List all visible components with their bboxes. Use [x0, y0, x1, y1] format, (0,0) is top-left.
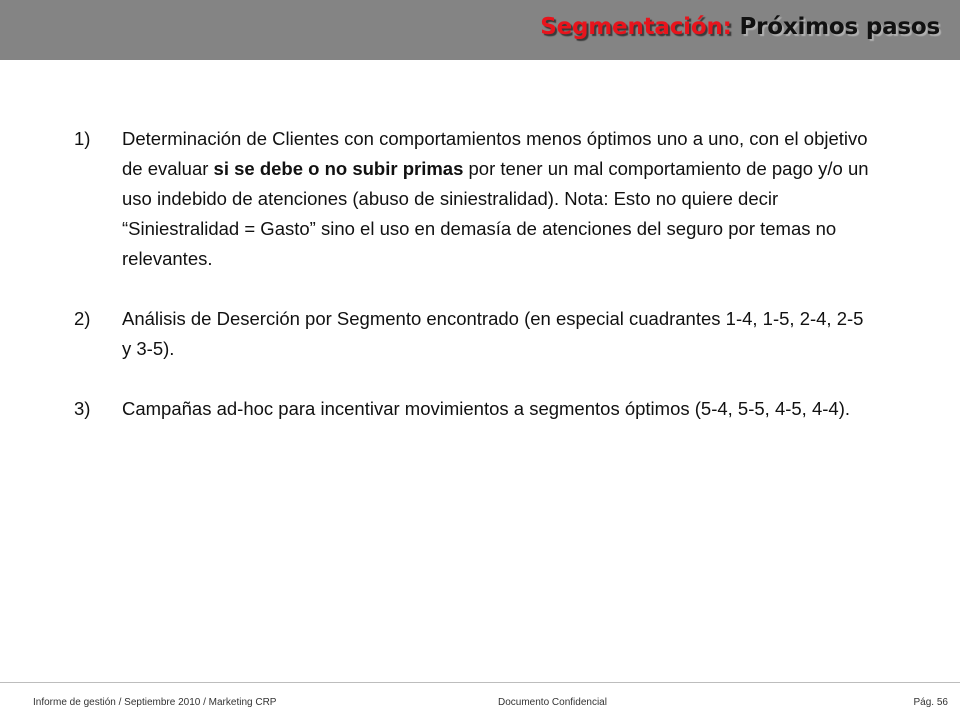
page-title-black: Próximos pasos: [739, 14, 940, 40]
steps-list: [74, 124, 874, 454]
list-item-number: 1): [74, 128, 91, 149]
list-item-text-part: Determinación de Clientes con comportamientos menos óptimos uno a uno, con el objetivo de evaluar: [122, 128, 868, 179]
list-item-number: 2): [74, 308, 91, 329]
list-item: [74, 304, 874, 364]
page-title: [540, 14, 940, 40]
footer-divider: [0, 682, 960, 683]
header-bar: [0, 0, 960, 60]
list-item-text-part: por tener un mal comportamiento de pago y/o un uso indebido de atenciones (abuso de siniestralidad). Nota: Esto no quiere decir “Siniestralidad = Gasto” sino el uso en demasía de atenciones del seguro por temas no relevantes.: [122, 158, 869, 269]
list-item-text-bold: si se debe o no subir primas: [213, 158, 464, 179]
footer-report-info: Informe de gestión / Septiembre 2010 / Marketing CRP: [33, 697, 277, 708]
list-item-text: Análisis de Deserción por Segmento encontrado (en especial cuadrantes 1-4, 1-5, 2-4, 2-5 y 3-5).: [122, 308, 864, 359]
footer-confidential: Documento Confidencial: [498, 697, 607, 708]
footer-page-number: Pág. 56: [913, 697, 948, 708]
list-item-text: Campañas ad-hoc para incentivar movimientos a segmentos óptimos (5-4, 5-5, 4-5, 4-4).: [122, 398, 851, 419]
list-item: [74, 124, 874, 274]
page-title-red: Segmentación:: [540, 14, 732, 40]
list-item-number: 3): [74, 398, 91, 419]
list-item-text: [122, 128, 869, 269]
list-item: [74, 394, 874, 424]
